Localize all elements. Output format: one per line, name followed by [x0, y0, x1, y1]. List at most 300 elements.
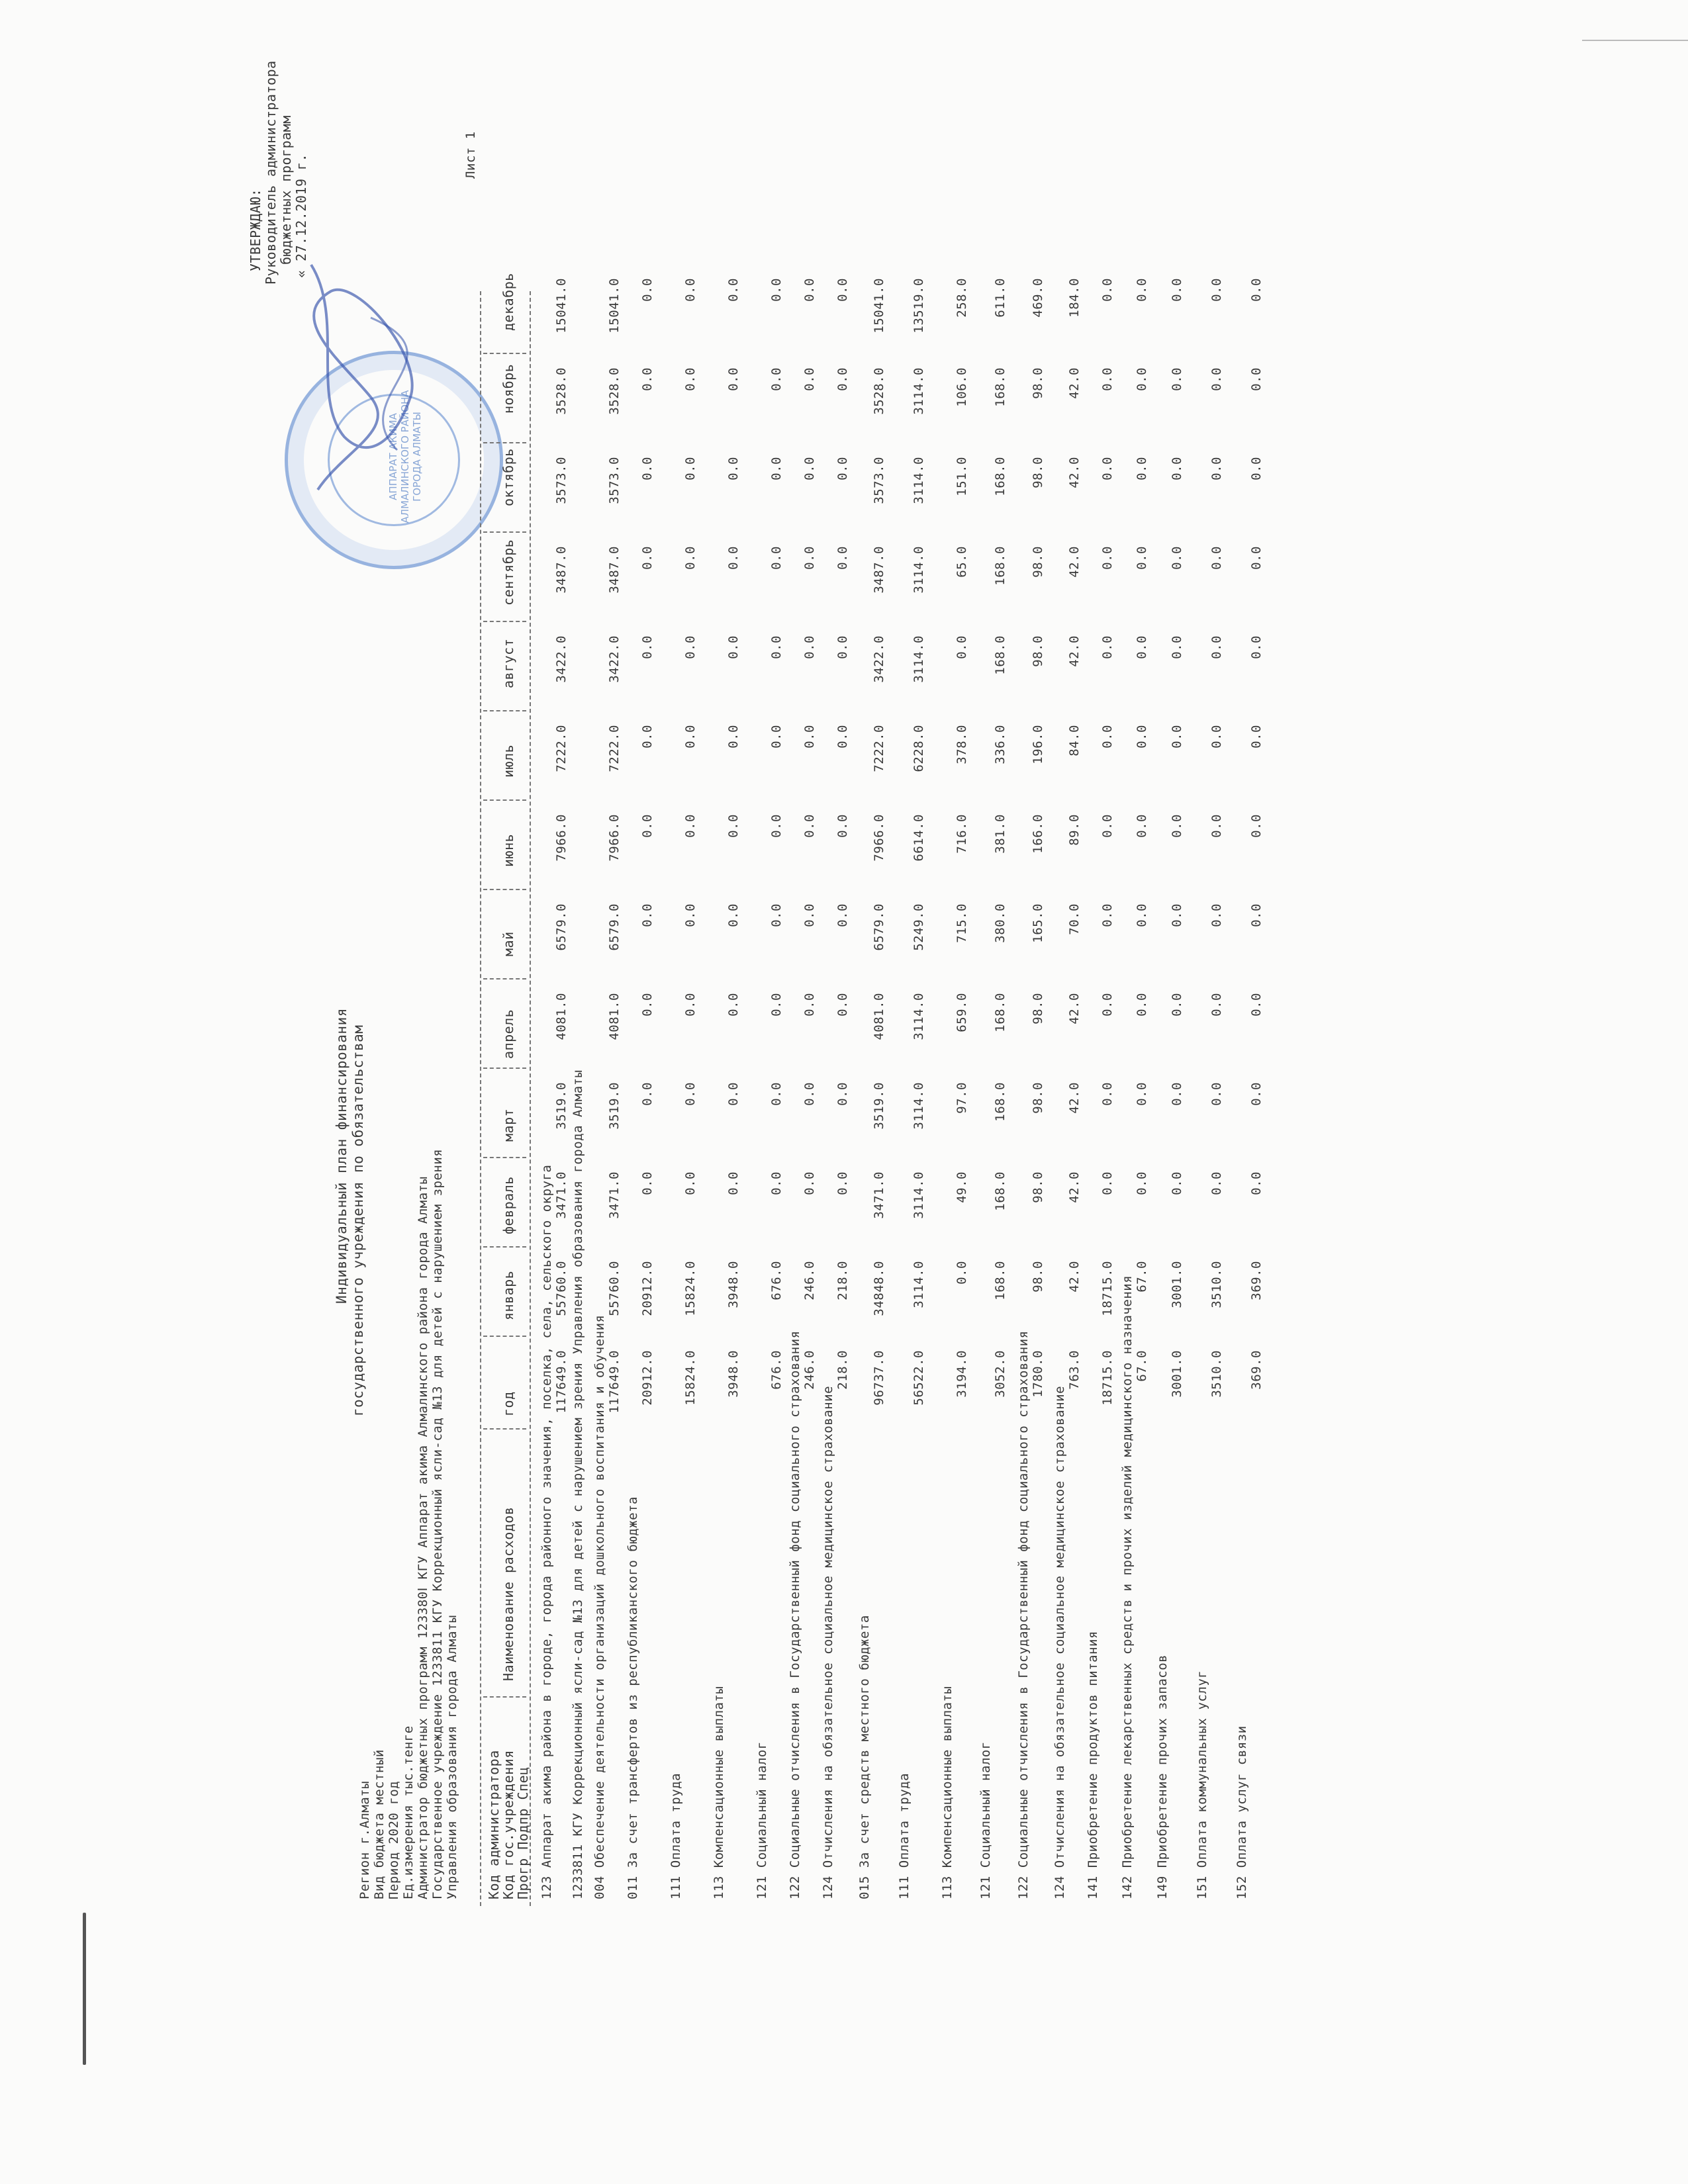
- table-cell: 168.0: [993, 546, 1008, 586]
- col-header-mar: март: [500, 1108, 516, 1142]
- table-cell: 369.0: [1249, 1350, 1264, 1390]
- table-cell: 0.0: [1249, 814, 1264, 838]
- table-cell: 0.0: [1249, 1082, 1264, 1106]
- table-cell: 98.0: [1031, 367, 1045, 399]
- table-cell: 0.0: [1209, 903, 1224, 927]
- table-cell: 0.0: [640, 725, 655, 749]
- stamp-text: АППАРАТ АКИМА АЛМАЛИНСКОГО РАЙОНА ГОРОДА АЛМАТЫ: [387, 390, 423, 523]
- table-cell: 0.0: [683, 635, 698, 659]
- col-header-name: Наименование расходов: [500, 1506, 516, 1681]
- table-cell: 716.0: [955, 814, 969, 854]
- table-cell: 0.0: [1249, 546, 1264, 570]
- table-cell: 15041.0: [607, 278, 622, 334]
- table-cell: 168.0: [993, 993, 1008, 1032]
- table-cell: 0.0: [1170, 993, 1184, 1017]
- table-cell: 218.0: [835, 1350, 850, 1390]
- table-cell: 55760.0: [554, 1261, 569, 1316]
- table-row-label: 111 Оплата труда: [897, 1772, 912, 1899]
- table-cell: 0.0: [726, 814, 741, 838]
- table-cell: 4081.0: [607, 993, 622, 1040]
- table-cell: 7966.0: [872, 814, 886, 862]
- table-cell: 166.0: [1031, 814, 1045, 854]
- table-cell: 3510.0: [1209, 1350, 1224, 1398]
- table-cell: 15824.0: [683, 1261, 698, 1316]
- header-divider: [483, 1246, 526, 1248]
- table-cell: 3519.0: [872, 1082, 886, 1130]
- table-cell: 168.0: [993, 1082, 1008, 1122]
- col-header-feb: февраль: [500, 1176, 516, 1234]
- table-cell: 3052.0: [993, 1350, 1008, 1398]
- table-cell: 0.0: [1209, 725, 1224, 749]
- doc-title: Индивидуальный план финансирования: [334, 1008, 350, 1304]
- table-cell: 0.0: [802, 1082, 817, 1106]
- table-cell: 0.0: [1249, 635, 1264, 659]
- table-cell: 763.0: [1067, 1350, 1082, 1390]
- table-cell: 0.0: [726, 546, 741, 570]
- table-cell: 34848.0: [872, 1261, 886, 1316]
- col-header-oct: октябрь: [500, 448, 516, 506]
- table-cell: 42.0: [1067, 367, 1082, 399]
- table-cell: 0.0: [683, 814, 698, 838]
- table-row-label: 149 Приобретение прочих запасов: [1155, 1654, 1170, 1899]
- table-cell: 3573.0: [607, 457, 622, 504]
- table-cell: 0.0: [1100, 903, 1115, 927]
- col-header-sep: сентябрь: [500, 539, 516, 606]
- table-row-label: 015 За счет средств местного бюджета: [857, 1615, 872, 1899]
- table-cell: 0.0: [1170, 546, 1184, 570]
- unit-line: Ед.измерения тыс.тенге: [401, 1725, 416, 1899]
- table-row-label: 113 Компенсационные выплаты: [712, 1686, 726, 1899]
- table-cell: 0.0: [1209, 457, 1224, 480]
- table-cell: 0.0: [1249, 993, 1264, 1017]
- table-cell: 0.0: [726, 993, 741, 1017]
- table-cell: 84.0: [1067, 725, 1082, 756]
- table-cell: 380.0: [993, 903, 1008, 943]
- table-cell: 165.0: [1031, 903, 1045, 943]
- table-cell: 0.0: [1135, 993, 1149, 1017]
- table-cell: 13519.0: [912, 278, 926, 334]
- department-line: Управления образования города Алматы: [445, 1615, 459, 1899]
- table-cell: 0.0: [835, 1082, 850, 1106]
- table-cell: 659.0: [955, 993, 969, 1032]
- table-cell: 0.0: [835, 993, 850, 1017]
- table-row-label: 111 Оплата труда: [669, 1772, 683, 1899]
- table-cell: 715.0: [955, 903, 969, 943]
- table-cell: 0.0: [802, 814, 817, 838]
- table-cell: 0.0: [835, 814, 850, 838]
- table-row-label: 142 Приобретение лекарственных средств и прочих изделий медицинского назначения: [1120, 1275, 1135, 1899]
- col-header-year: год: [500, 1391, 516, 1416]
- table-cell: 0.0: [1249, 725, 1264, 749]
- table-cell: 184.0: [1067, 278, 1082, 318]
- table-cell: 65.0: [955, 546, 969, 578]
- table-cell: 42.0: [1067, 1171, 1082, 1203]
- col-header-apr: апрель: [500, 1009, 516, 1059]
- table-cell: 96737.0: [872, 1350, 886, 1406]
- table-cell: 0.0: [835, 367, 850, 391]
- table-row-label: 011 За счет трансфертов из республиканского бюджета: [626, 1496, 640, 1899]
- administrator-line: Администратор бюджетных программ 123380Ⅰ КГУ Аппарат акима Алмалинского района города Алматы: [416, 1176, 430, 1899]
- table-cell: 0.0: [1100, 1171, 1115, 1195]
- table-cell: 55760.0: [607, 1261, 622, 1316]
- table-cell: 0.0: [1209, 993, 1224, 1017]
- table-cell: 0.0: [769, 814, 784, 838]
- table-cell: 0.0: [769, 725, 784, 749]
- header-rule-bottom: [530, 291, 531, 1906]
- table-cell: 7966.0: [554, 814, 569, 862]
- table-cell: 0.0: [1100, 367, 1115, 391]
- col-header-aug: август: [500, 638, 516, 688]
- table-cell: 6579.0: [554, 903, 569, 951]
- table-cell: 0.0: [640, 367, 655, 391]
- table-cell: 117649.0: [554, 1350, 569, 1414]
- table-cell: 3114.0: [912, 1261, 926, 1308]
- header-divider: [483, 1068, 526, 1069]
- table-cell: 0.0: [1170, 1082, 1184, 1106]
- table-cell: 0.0: [1249, 1171, 1264, 1195]
- table-cell: 0.0: [769, 993, 784, 1017]
- table-cell: 0.0: [769, 1082, 784, 1106]
- table-cell: 0.0: [683, 1171, 698, 1195]
- table-cell: 0.0: [726, 1171, 741, 1195]
- table-cell: 3487.0: [607, 546, 622, 594]
- table-cell: 3114.0: [912, 1082, 926, 1130]
- table-row-label: 141 Приобретение продуктов питания: [1086, 1631, 1100, 1899]
- table-cell: 0.0: [1209, 278, 1224, 302]
- table-cell: 98.0: [1031, 993, 1045, 1024]
- table-cell: 0.0: [835, 903, 850, 927]
- table-cell: 168.0: [993, 367, 1008, 407]
- table-cell: 0.0: [683, 546, 698, 570]
- header-divider: [483, 978, 526, 979]
- table-cell: 0.0: [1135, 1082, 1149, 1106]
- table-cell: 0.0: [1170, 903, 1184, 927]
- table-cell: 0.0: [769, 367, 784, 391]
- header-divider: [483, 1696, 526, 1698]
- table-cell: 0.0: [726, 635, 741, 659]
- table-cell: 0.0: [726, 903, 741, 927]
- table-cell: 378.0: [955, 725, 969, 764]
- table-cell: 15041.0: [872, 278, 886, 334]
- table-cell: 3114.0: [912, 993, 926, 1040]
- table-cell: 3519.0: [607, 1082, 622, 1130]
- table-cell: 3194.0: [955, 1350, 969, 1398]
- table-cell: 0.0: [1170, 457, 1184, 480]
- table-cell: 0.0: [1100, 546, 1115, 570]
- table-cell: 0.0: [683, 278, 698, 302]
- table-cell: 98.0: [1031, 457, 1045, 488]
- table-row-label: 121 Социальный налог: [978, 1741, 993, 1899]
- header-divider: [483, 710, 526, 711]
- table-cell: 6579.0: [607, 903, 622, 951]
- table-cell: 3487.0: [554, 546, 569, 594]
- table-cell: 0.0: [1209, 635, 1224, 659]
- table-cell: 56522.0: [912, 1350, 926, 1406]
- table-cell: 0.0: [1135, 546, 1149, 570]
- table-cell: 0.0: [1249, 457, 1264, 480]
- table-cell: 0.0: [769, 457, 784, 480]
- table-row-label: 121 Социальный налог: [755, 1741, 769, 1899]
- table-cell: 1780.0: [1031, 1350, 1045, 1398]
- table-cell: 3422.0: [872, 635, 886, 683]
- table-cell: 3114.0: [912, 457, 926, 504]
- table-cell: 0.0: [1249, 903, 1264, 927]
- table-cell: 42.0: [1067, 993, 1082, 1024]
- table-cell: 0.0: [769, 1171, 784, 1195]
- table-cell: 0.0: [802, 546, 817, 570]
- table-cell: 18715.0: [1100, 1261, 1115, 1316]
- sheet-number: Лист 1: [463, 131, 478, 179]
- table-cell: 611.0: [993, 278, 1008, 318]
- table-cell: 0.0: [835, 725, 850, 749]
- table-cell: 98.0: [1031, 1082, 1045, 1114]
- table-cell: 3573.0: [872, 457, 886, 504]
- table-row-label: 122 Социальные отчисления в Государственный фонд социального страхования: [788, 1330, 802, 1899]
- table-cell: 0.0: [726, 278, 741, 302]
- table-cell: 151.0: [955, 457, 969, 496]
- table-cell: 6228.0: [912, 725, 926, 772]
- table-row-label: 123 Аппарат акима района в городе, города районного значения, поселка, села, сельского округа: [539, 1164, 554, 1899]
- table-cell: 469.0: [1031, 278, 1045, 318]
- table-cell: 98.0: [1031, 1261, 1045, 1293]
- period-line: Период 2020 год: [387, 1780, 401, 1899]
- table-cell: 42.0: [1067, 457, 1082, 488]
- table-cell: 42.0: [1067, 1261, 1082, 1293]
- col-header-may: май: [500, 931, 516, 956]
- table-cell: 3948.0: [726, 1261, 741, 1308]
- table-cell: 0.0: [769, 903, 784, 927]
- table-cell: 3114.0: [912, 1171, 926, 1219]
- table-cell: 7222.0: [554, 725, 569, 772]
- table-cell: 0.0: [802, 278, 817, 302]
- table-cell: 89.0: [1067, 814, 1082, 846]
- table-cell: 0.0: [1135, 725, 1149, 749]
- col-header-institution-code: Код гос.учреждения: [500, 1750, 516, 1899]
- table-cell: 3001.0: [1170, 1261, 1184, 1308]
- table-cell: 0.0: [1209, 546, 1224, 570]
- region-line: Регион г.Алматы: [357, 1780, 372, 1899]
- header-divider: [483, 353, 526, 354]
- table-cell: 117649.0: [607, 1350, 622, 1414]
- header-divider: [483, 799, 526, 801]
- table-cell: 0.0: [1100, 993, 1115, 1017]
- table-cell: 3422.0: [554, 635, 569, 683]
- table-cell: 0.0: [1100, 278, 1115, 302]
- table-cell: 42.0: [1067, 1082, 1082, 1114]
- table-cell: 0.0: [1170, 367, 1184, 391]
- table-cell: 0.0: [835, 1171, 850, 1195]
- table-cell: 0.0: [1170, 725, 1184, 749]
- table-cell: 0.0: [835, 546, 850, 570]
- table-cell: 3573.0: [554, 457, 569, 504]
- table-cell: 0.0: [726, 367, 741, 391]
- table-cell: 0.0: [955, 1261, 969, 1285]
- table-cell: 0.0: [835, 278, 850, 302]
- table-cell: 20912.0: [640, 1261, 655, 1316]
- table-cell: 168.0: [993, 1171, 1008, 1211]
- table-cell: 49.0: [955, 1171, 969, 1203]
- table-cell: 0.0: [640, 993, 655, 1017]
- table-cell: 0.0: [1209, 1082, 1224, 1106]
- table-cell: 0.0: [640, 1082, 655, 1106]
- table-cell: 0.0: [726, 457, 741, 480]
- header-divider: [483, 1157, 526, 1158]
- table-cell: 106.0: [955, 367, 969, 407]
- table-cell: 0.0: [1249, 367, 1264, 391]
- table-cell: 0.0: [802, 457, 817, 480]
- table-cell: 0.0: [835, 635, 850, 659]
- table-cell: 4081.0: [872, 993, 886, 1040]
- table-cell: 0.0: [802, 993, 817, 1017]
- table-cell: 5249.0: [912, 903, 926, 951]
- table-cell: 246.0: [802, 1261, 817, 1300]
- table-cell: 0.0: [1135, 635, 1149, 659]
- table-cell: 3487.0: [872, 546, 886, 594]
- table-cell: 0.0: [640, 457, 655, 480]
- table-cell: 0.0: [802, 725, 817, 749]
- table-cell: 7966.0: [607, 814, 622, 862]
- table-cell: 0.0: [683, 993, 698, 1017]
- table-cell: 0.0: [802, 367, 817, 391]
- table-cell: 3528.0: [554, 367, 569, 415]
- table-cell: 0.0: [769, 546, 784, 570]
- table-cell: 0.0: [1100, 1082, 1115, 1106]
- table-cell: 97.0: [955, 1082, 969, 1114]
- table-cell: 18715.0: [1100, 1350, 1115, 1406]
- table-cell: 0.0: [1170, 278, 1184, 302]
- table-row-label: 122 Социальные отчисления в Государственный фонд социального страхования: [1016, 1330, 1031, 1899]
- table-cell: 3948.0: [726, 1350, 741, 1398]
- table-cell: 3114.0: [912, 367, 926, 415]
- table-cell: 3528.0: [872, 367, 886, 415]
- table-row-label: 152 Оплата услуг связи: [1235, 1725, 1249, 1899]
- table-cell: 6579.0: [872, 903, 886, 951]
- table-cell: 3471.0: [554, 1171, 569, 1219]
- table-cell: 0.0: [640, 1171, 655, 1195]
- table-cell: 0.0: [726, 725, 741, 749]
- col-header-jan: январь: [500, 1270, 516, 1320]
- table-cell: 0.0: [802, 1171, 817, 1195]
- header-rule-top: [480, 291, 481, 1906]
- table-cell: 0.0: [683, 1082, 698, 1106]
- header-divider: [483, 1428, 526, 1430]
- table-row-label: 113 Компенсационные выплаты: [940, 1686, 955, 1899]
- table-cell: 0.0: [769, 278, 784, 302]
- table-cell: 0.0: [955, 635, 969, 659]
- col-header-admin-code: Код администратора: [486, 1750, 502, 1899]
- table-cell: 369.0: [1249, 1261, 1264, 1300]
- table-cell: 4081.0: [554, 993, 569, 1040]
- col-header-program-codes: Прогр Подпр Спец: [515, 1766, 531, 1899]
- table-cell: 0.0: [1170, 814, 1184, 838]
- table-cell: 676.0: [769, 1261, 784, 1300]
- table-cell: 0.0: [640, 635, 655, 659]
- table-cell: 168.0: [993, 1261, 1008, 1300]
- table-cell: 3510.0: [1209, 1261, 1224, 1308]
- table-cell: 0.0: [683, 367, 698, 391]
- table-cell: 168.0: [993, 457, 1008, 496]
- doc-subtitle: государственного учреждения по обязательствам: [350, 1024, 366, 1416]
- table-cell: 67.0: [1135, 1350, 1149, 1382]
- table-cell: 7222.0: [607, 725, 622, 772]
- table-cell: 3422.0: [607, 635, 622, 683]
- col-header-jul: июль: [500, 744, 516, 778]
- table-row-label: 004 Обеспечение деятельности организаций дошкольного воспитания и обучения: [592, 1314, 607, 1899]
- table-cell: 0.0: [1135, 903, 1149, 927]
- table-cell: 0.0: [683, 457, 698, 480]
- table-cell: 0.0: [1209, 367, 1224, 391]
- table-cell: 218.0: [835, 1261, 850, 1300]
- approval-role: Руководитель администратора: [263, 60, 279, 285]
- table-cell: 168.0: [993, 635, 1008, 675]
- table-cell: 0.0: [1100, 635, 1115, 659]
- col-header-nov: ноябрь: [500, 363, 516, 414]
- table-row-label: 124 Отчисления на обязательное социальное медицинское страхование: [1053, 1385, 1067, 1899]
- table-cell: 0.0: [1135, 367, 1149, 391]
- table-cell: 3114.0: [912, 546, 926, 594]
- table-cell: 0.0: [1135, 1171, 1149, 1195]
- table-cell: 0.0: [1209, 814, 1224, 838]
- table-cell: 70.0: [1067, 903, 1082, 935]
- table-cell: 381.0: [993, 814, 1008, 854]
- table-cell: 15041.0: [554, 278, 569, 334]
- col-header-dec: декабрь: [500, 273, 516, 331]
- table-cell: 0.0: [1135, 278, 1149, 302]
- institution-line: Государственное учреждение 1233811 КГУ Коррекционный ясли-сад №13 для детей с нарушением зрения: [430, 1148, 445, 1899]
- table-cell: 0.0: [1100, 725, 1115, 749]
- table-cell: 0.0: [1170, 635, 1184, 659]
- table-cell: 0.0: [769, 635, 784, 659]
- table-cell: 0.0: [1100, 457, 1115, 480]
- table-cell: 3471.0: [872, 1171, 886, 1219]
- table-row-label: 151 Оплата коммунальных услуг: [1195, 1670, 1209, 1899]
- approval-role2: бюджетных программ: [278, 115, 294, 265]
- table-cell: 3528.0: [607, 367, 622, 415]
- table-cell: 0.0: [640, 278, 655, 302]
- header-divider: [483, 442, 526, 443]
- table-cell: 0.0: [802, 635, 817, 659]
- table-cell: 0.0: [640, 814, 655, 838]
- table-cell: 0.0: [1170, 1171, 1184, 1195]
- col-header-jun: июнь: [500, 833, 516, 867]
- table-cell: 0.0: [835, 457, 850, 480]
- table-cell: 98.0: [1031, 1171, 1045, 1203]
- table-cell: 0.0: [683, 725, 698, 749]
- table-cell: 336.0: [993, 725, 1008, 764]
- header-divider: [483, 889, 526, 890]
- table-cell: 42.0: [1067, 546, 1082, 578]
- table-cell: 0.0: [1135, 814, 1149, 838]
- table-cell: 0.0: [1100, 814, 1115, 838]
- table-cell: 676.0: [769, 1350, 784, 1390]
- table-cell: 42.0: [1067, 635, 1082, 667]
- table-cell: 0.0: [640, 546, 655, 570]
- table-row-label: 1233811 КГУ Коррекционный ясли-сад №13 для детей с нарушением зрения Управления образования города Алматы: [571, 1069, 585, 1899]
- table-cell: 0.0: [1135, 457, 1149, 480]
- table-cell: 3471.0: [607, 1171, 622, 1219]
- table-cell: 0.0: [802, 903, 817, 927]
- table-cell: 0.0: [1209, 1171, 1224, 1195]
- header-divider: [483, 1336, 526, 1337]
- table-cell: 98.0: [1031, 546, 1045, 578]
- approval-label: УТВЕРЖДАЮ:: [248, 188, 263, 271]
- table-row-label: 124 Отчисления на обязательное социальное медицинское страхование: [821, 1385, 835, 1899]
- table-cell: 67.0: [1135, 1261, 1149, 1293]
- header-divider: [483, 531, 526, 533]
- table-cell: 3114.0: [912, 635, 926, 683]
- table-cell: 196.0: [1031, 725, 1045, 764]
- table-cell: 3519.0: [554, 1082, 569, 1130]
